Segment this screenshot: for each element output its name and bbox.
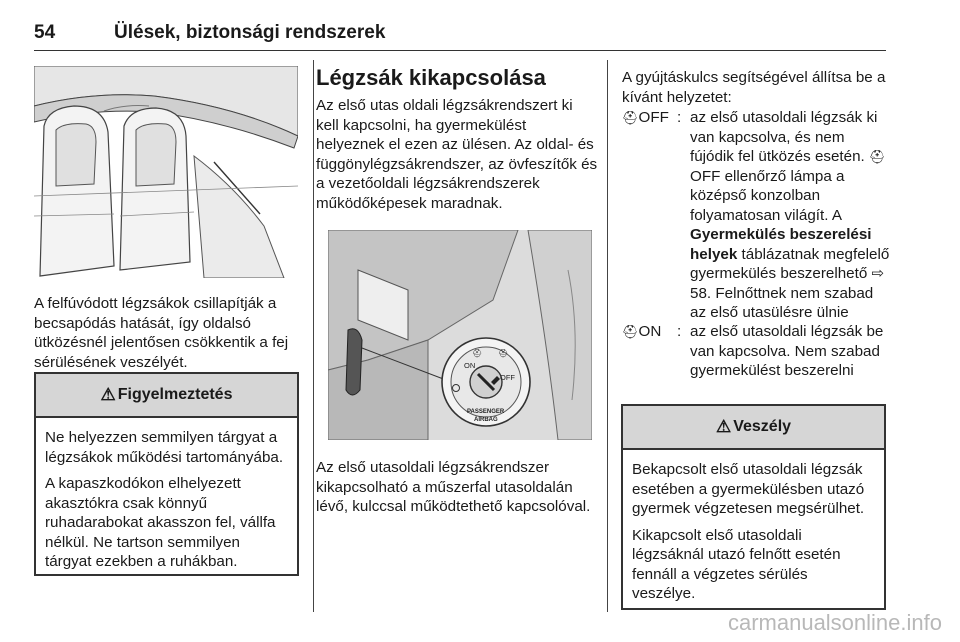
on-colon: : xyxy=(677,323,682,340)
warning-body xyxy=(36,418,297,572)
on-definition xyxy=(622,322,890,402)
curtain-airbag-illustration xyxy=(34,66,298,278)
airbag-switch-svg xyxy=(328,230,592,440)
middle-caption xyxy=(316,458,598,517)
on-key-label: ON xyxy=(638,323,662,340)
switch-airbag-label: AIRBAG xyxy=(474,417,498,423)
page-header xyxy=(34,22,385,44)
warning-box xyxy=(34,372,299,576)
right-intro xyxy=(622,68,888,107)
off-text-c: táblázatnak megfelelő gyermekülés beszerelhető xyxy=(690,245,890,282)
airbag-switch-illustration xyxy=(328,230,592,440)
airbag-on-icon: ⛑ xyxy=(622,324,639,339)
danger-triangle-icon: ⚠ xyxy=(715,417,732,436)
off-text-b: OFF ellenőrző lámpa a középső konzolban folyamatosan világít. A xyxy=(690,167,845,224)
passenger-on-icon: ⛑ xyxy=(472,349,483,358)
on-key xyxy=(622,322,661,342)
left-caption xyxy=(34,294,300,372)
warning-header xyxy=(36,374,297,418)
switch-on-label: ON xyxy=(464,361,476,370)
column-divider-2 xyxy=(607,60,608,612)
page-ref-arrow-icon: ⇨ xyxy=(871,265,885,282)
right-intro-text: A gyújtáskulcs segítségével állítsa be a kívánt helyzetet: xyxy=(622,69,886,106)
middle-caption-text: Az első utasoldali légzsákrendszer kikapcsolható a műszerfal utasoldalán lévő, kulccsal működtethető kapcsolóval. xyxy=(316,459,591,515)
child-seat-table-ref[interactable]: Gyermekülés beszerelési helyek xyxy=(690,226,872,263)
danger-body xyxy=(623,450,884,604)
middle-intro xyxy=(316,96,598,213)
header-rule xyxy=(34,50,886,51)
on-value: az első utasoldali légzsák be van kapcsolva. Nem szabad gyermekülést beszerelni xyxy=(690,323,884,379)
column-divider-1 xyxy=(313,60,314,612)
off-key xyxy=(622,108,669,128)
section-title: Légzsák kikapcsolása xyxy=(316,65,546,90)
off-key-label: OFF xyxy=(638,109,669,126)
danger-box xyxy=(621,404,886,610)
warning-paragraph-2: A kapaszkodókon elhelyezett akasztókra csak könnyű ruhadarabokat akasszon fel, vállfa nélkül. Ne tartson semmilyen tárgyat ezekben a ruhákban. xyxy=(45,475,276,570)
airbag-off-icon: ⛑ xyxy=(622,110,639,125)
warning-paragraph-1: Ne helyezzen semmilyen tárgyat a légzsákok működési tartományába. xyxy=(45,429,284,466)
off-definition xyxy=(622,108,890,328)
middle-intro-text: Az első utas oldali légzsákrendszert ki kell kapcsolni, ha gyermekülést helyeznek el ezen az ülésen. Az oldal- és függönylégzsákrendszer, az övfeszítők és a vezetőoldali légzsákrendszerek működőképesek maradnak. xyxy=(316,97,598,212)
passenger-off-icon: ⛑ xyxy=(498,349,509,358)
danger-paragraph-1: Bekapcsolt első utasoldali légzsák esetében a gyermekülésben utazó gyermek végzetesen megsérülhet. xyxy=(632,461,865,517)
off-colon: : xyxy=(677,109,682,126)
switch-passenger-label: PASSENGER xyxy=(467,409,505,415)
page-number: 54 xyxy=(34,22,56,43)
danger-paragraph-2: Kikapcsolt első utasoldali légzsáknál utazó felnőtt esetén fennáll a végzetes sérülés veszélye. xyxy=(632,526,841,602)
airbag-off-lamp-icon: ⛑ xyxy=(869,149,886,164)
warning-title: Figyelmeztetés xyxy=(117,386,233,403)
left-caption-text: A felfúvódott légzsákok csillapítják a becsapódás hatását, így oldalsó ütközésnél jelentősen csökkentik a fej sérülésének veszélyét. xyxy=(34,295,289,371)
off-text-a: az első utasoldali légzsák ki van kapcsolva, és nem fújódik fel ütközés esetén. xyxy=(690,109,878,165)
page-ref-58[interactable]: 58. xyxy=(690,284,712,302)
chapter-title: Ülések, biztonsági rendszerek xyxy=(114,22,386,43)
danger-title: Veszély xyxy=(733,418,792,435)
off-text-d: Felnőttnek nem szabad az első utasülésre ülnie xyxy=(690,284,874,321)
danger-header xyxy=(623,406,884,450)
watermark: carmanualsonline.info xyxy=(727,610,942,635)
warning-triangle-icon: ⚠ xyxy=(100,385,116,404)
off-value xyxy=(690,108,890,323)
switch-off-label: OFF xyxy=(500,373,515,382)
